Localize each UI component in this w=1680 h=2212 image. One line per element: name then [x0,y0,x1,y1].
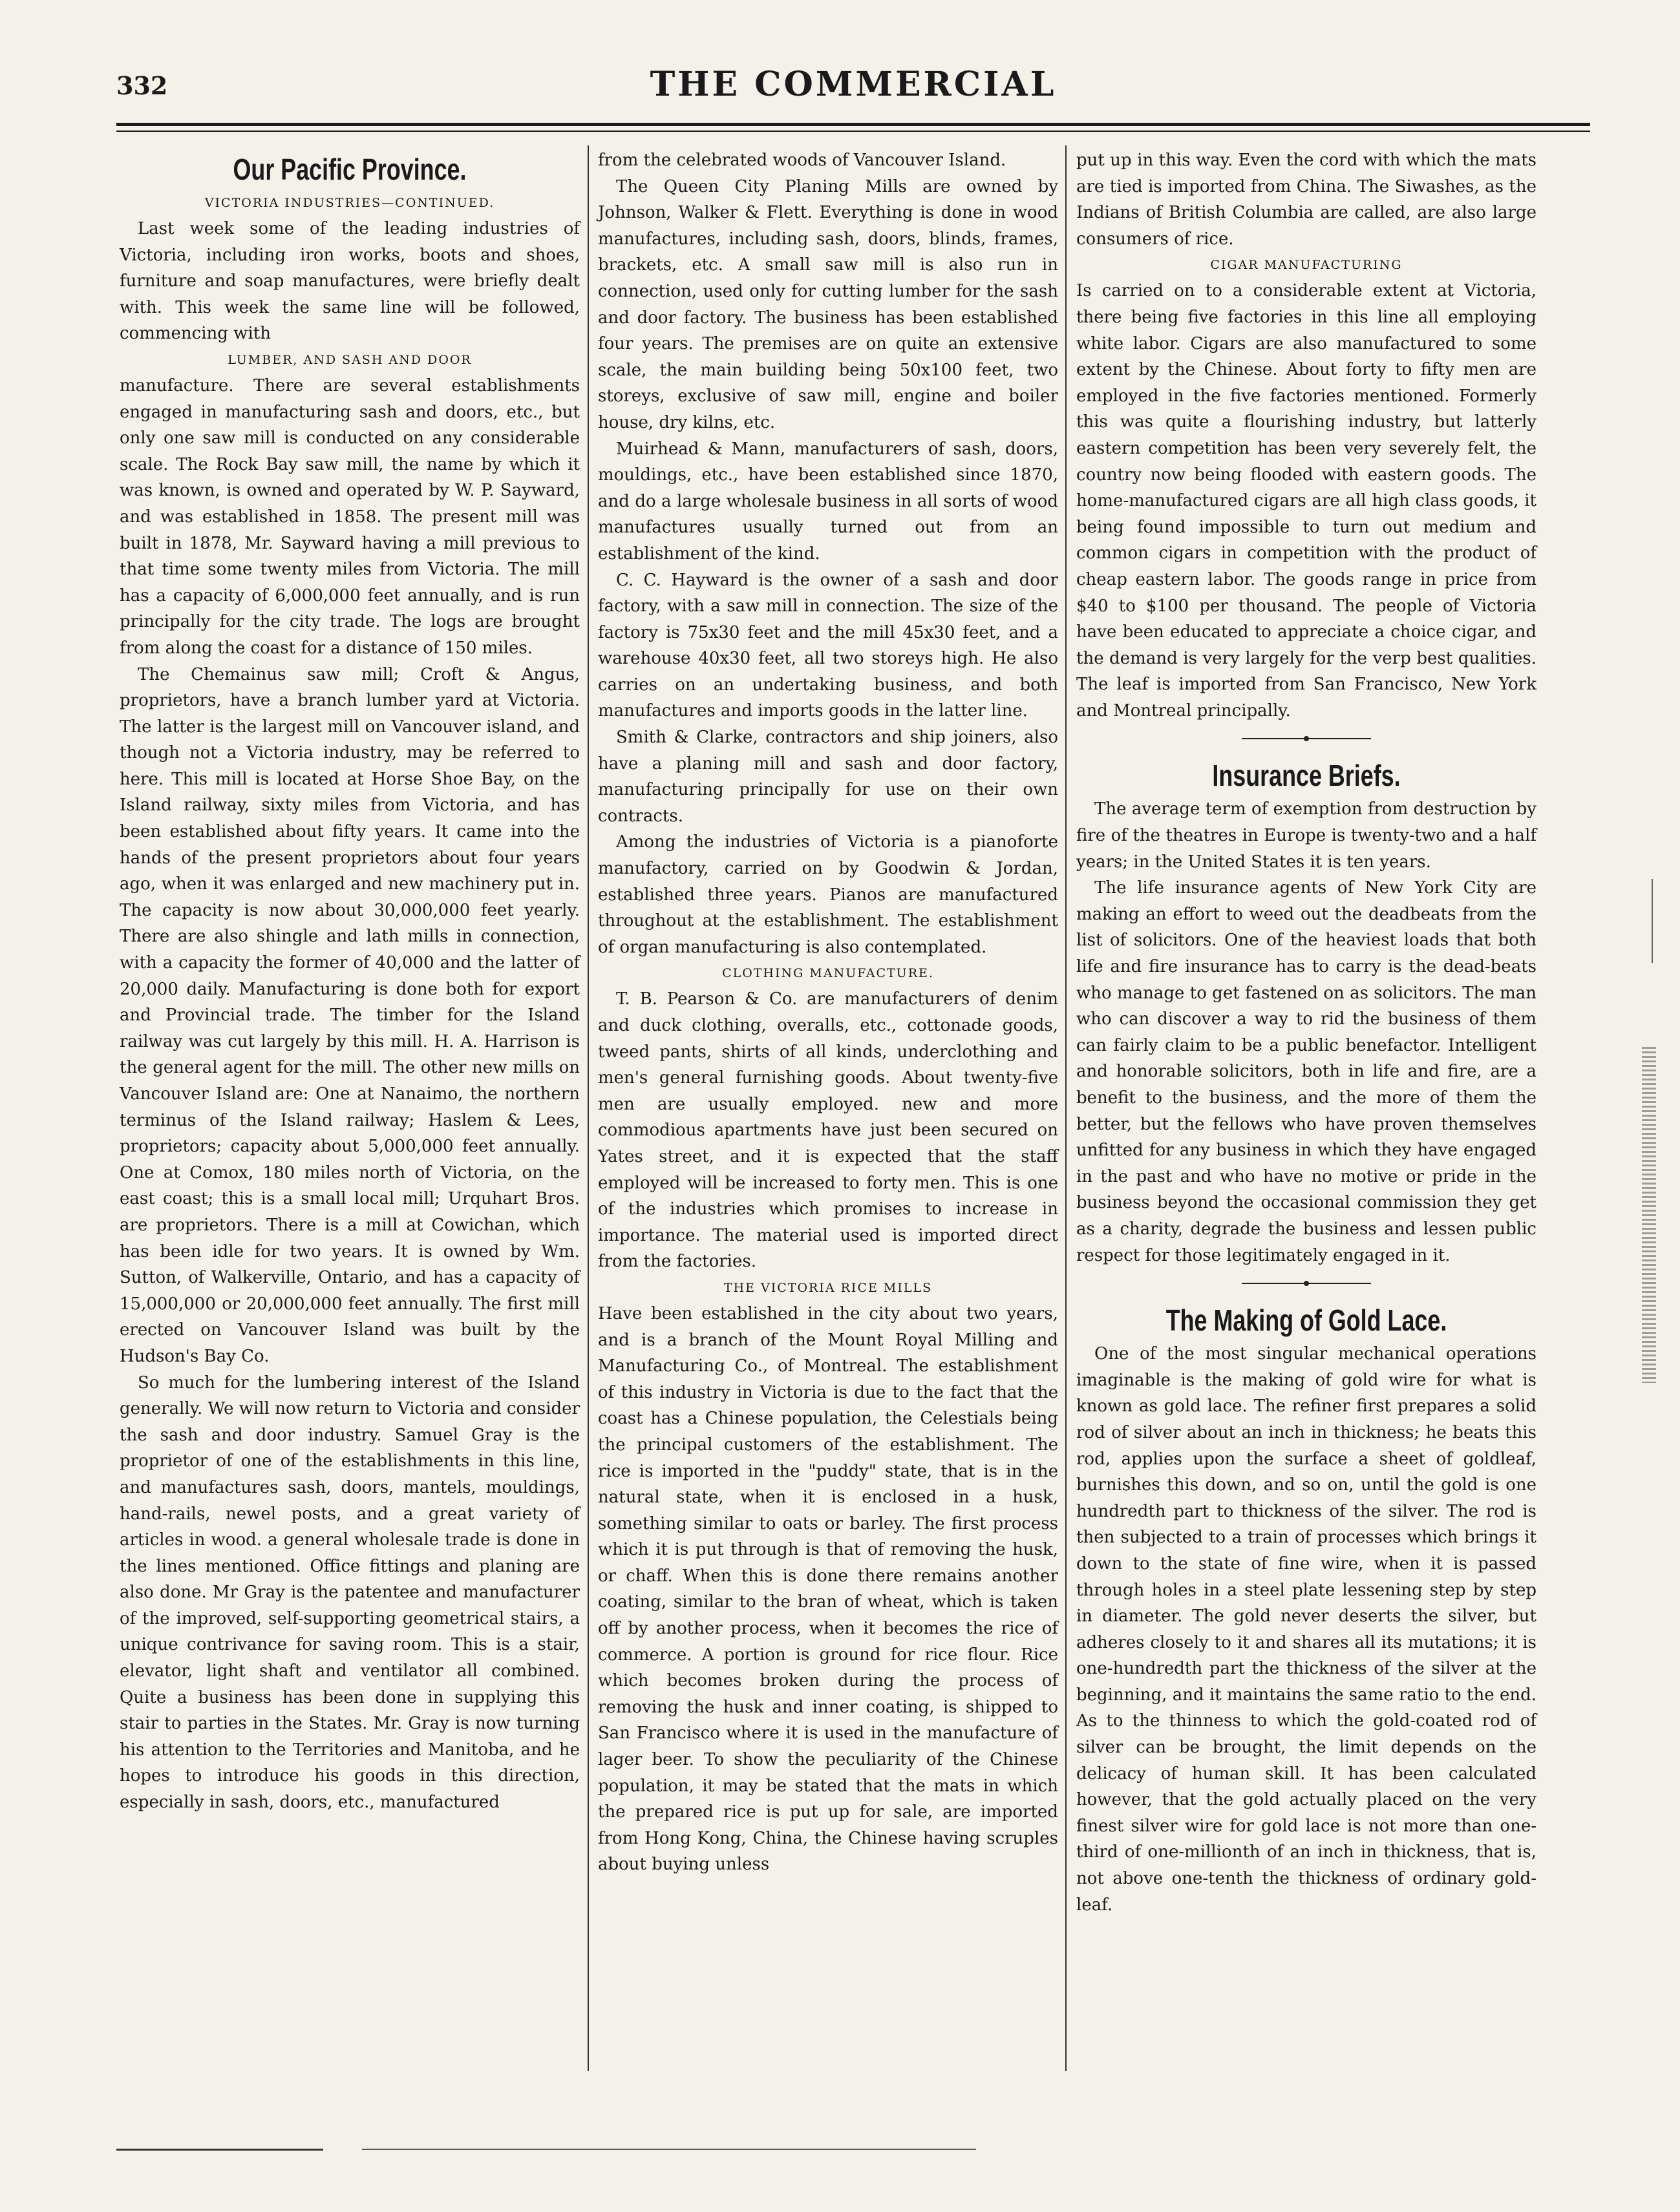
article-heading: Insurance Briefs. [1212,759,1401,793]
scan-edge-artifact [1652,879,1653,963]
publication-title: THE COMMERCIAL [650,65,1057,104]
column-3 [1076,147,1536,1918]
paragraph: Last week some of the leading industries of Victoria, including iron works, boots and shoes, furniture and soap manufactures, were briefly dealt with. This week the same line will be followed, commencing with [120,219,580,344]
paragraph: from the celebrated woods of Vancouver Island. [598,151,1006,170]
footer-rule [116,2149,323,2151]
footer-rule [362,2149,976,2150]
article-subheading: VICTORIA INDUSTRIES—CONTINUED. [204,196,495,210]
paragraph: The life insurance agents of New York City are making an effort to weed out the deadbeats from the list of solicitors. One of the heaviest loads that both life and fire insurance has to carry is the dead-beats who manage to get fastened on as solicitors. The man who can discover a way to rid the business of them can fairly claim to be a public benefactor. Intelligent and honorable solicitors, both in life and fire, are a benefit to the business, and the more of them the better, but the fellows who have proven themselves unfitted for any business in which they have engaged in the past and who have no motive or pride in the business beyond the occasional commission they get as a charity, degrade the business and lessen public respect for those legitimately engaged in it. [1076,878,1536,1265]
column-2 [598,147,1058,1878]
paragraph: One of the most singular mechanical operations imaginable is the making of gold wire for what is known as gold lace. The refiner first prepares a solid rod of silver about an inch in thickness; he beats this rod, applies upon the surface a sheet of goldleaf, burnishes this down, and so on, until the gold is one hundredth part to thickness of the silver. The rod is then subjected to a train of processes which brings it down to the state of fine wire, when it is passed through holes in a steel plate lessening step by step in diameter. The gold never deserts the silver, but adheres closely to it and shares all its mutations; it is one-hundredth part the thickness of the silver at the beginning, and it maintains the same ratio to the end. As to the thinness to which the gold-coated rod of silver can be brought, the limit depends on the delicacy of human skill. It has been calculated however, that the gold actually placed on the very finest silver wire for gold lace is not more than one-third of one-millionth of an inch in thickness, that is, not above one-tenth the thickness of ordinary gold-leaf. [1076,1344,1536,1915]
paragraph: T. B. Pearson & Co. are manufacturers of denim and duck clothing, overalls, etc., cottonade goods, tweed pants, shirts of all kinds, underclothing and men's general furnishing goods. About twenty-five men are usually employed. new and more commodious apartments have just been secured on Yates street, and it is expected that the staff employed will be increased to forty men. This is one of the industries which promises to increase in importance. The material used is imported direct from the factories. [598,989,1058,1272]
section-subheading: CIGAR MANUFACTURING [1210,258,1403,273]
paragraph: So much for the lumbering interest of the Island generally. We will now return to Victoria and consider the sash and door industry. Samuel Gray is the proprietor of one of the establishments in this line, and manufactures sash, doors, mantels, mouldings, hand-rails, newel posts, and a great variety of articles in wood. a general wholesale trade is done in the lines mentioned. Office fittings and planing are also done. Mr Gray is the patentee and manufacturer of the improved, self-supporting geometrical stairs, a unique contrivance for saving room. This is a stair, elevator, light shaft and ventilator all combined. Quite a business has been done in supplying this stair to parties in the States. Mr. Gray is now turning his attention to the Territories and Manitoba, and he hopes to introduce his goods in this direction, especially in sash, doors, etc., manufactured [120,1373,580,1813]
column-1 [120,147,580,1816]
masthead [116,65,1590,110]
section-subheading: THE VICTORIA RICE MILLS [723,1280,933,1295]
paragraph: Muirhead & Mann, manufacturers of sash, doors, mouldings, etc., have been established since 1870, and do a large wholesale business in all sorts of wood manufactures usually turned out from an establishment of the kind. [598,439,1058,564]
scan-edge-artifact [1642,1047,1656,1383]
section-subheading: CLOTHING MANUFACTURE. [722,966,934,981]
section-divider [1076,1269,1536,1298]
paragraph: Is carried on to a considerable extent at Victoria, there being five factories in this line all employing white labor. Cigars are also manufactured to some extent by the Chinese. About forty to fifty men are employed in the five factories mentioned. Formerly this was quite a flourishing industry, but latterly eastern competition has been very severely felt, the country now being flooded with eastern goods. The home-manufactured cigars are all high class goods, it being found impossible to turn out medium and common cigars in competition with the product of cheap eastern labor. The goods range in price from $40 to $100 per thousand. The people of Victoria have been educated to appreciate a choice cigar, and the demand is very largely for the verp best qualities. The leaf is imported from San Francisco, New York and Montreal principally. [1076,281,1536,721]
paragraph: The Queen City Planing Mills are owned by Johnson, Walker & Flett. Everything is done in wood manufactures, including sash, doors, blinds, frames, brackets, etc. A small saw mill is also run in connection, used only for cutting lumber for the sash and door factory. The business has been established four years. The premises are on quite an extensive scale, the main building being 50x100 feet, two storeys, exclusive of saw mill, engine and boiler house, dry kilns, etc. [598,176,1058,432]
paragraph: manufacture. There are several establishments engaged in manufacturing sash and doors, etc., but only one saw mill is conducted on any considerable scale. The Rock Bay saw mill, the name by which it was known, is owned and operated by W. P. Sayward, and was established in 1858. The present mill was built in 1878, Mr. Sayward having a mill previous to that time some twenty miles from Victoria. The mill has a capacity of 6,000,000 feet annually, and is run principally for the city trade. The logs are brought from along the coast for a distance of 150 miles. [120,375,580,658]
paragraph: The average term of exemption from destruction by fire of the theatres in Europe is twenty-two and a half years; in the United States it is ten years. [1076,799,1536,872]
paragraph: Smith & Clarke, contractors and ship joiners, also have a planing mill and sash and door factory, manufacturing principally for use on their own contracts. [598,728,1058,826]
masthead-rule [116,123,1590,126]
column-rule [588,145,589,2071]
section-subheading: LUMBER, AND SASH AND DOOR [228,352,472,367]
paragraph: The Chemainus saw mill; Croft & Angus, proprietors, have a branch lumber yard at Victoria. The latter is the largest mill on Vancouver island, and though not a Victoria industry, may be referred to here. This mill is located at Horse Shoe Bay, on the Island railway, sixty miles from Victoria, and has been established about fifty years. It came into the hands of the present proprietors about four years ago, when it was enlarged and new machinery put in. The capacity is now about 30,000,000 feet yearly. There are also shingle and lath mills in connection, with a capacity the former of 40,000 and the latter of 20,000 daily. Manufacturing is done both for export and Provincial trade. The timber for the Island railway was cut largely by this mill. H. A. Harrison is the general agent for the mill. The other new mills on Vancouver Island are: One at Nanaimo, the northern terminus of the Island railway; Haslem & Lees, proprietors; capacity about 5,000,000 feet annually. One at Comox, 180 miles north of Victoria, on the east coast; this is a small local mill; Urquhart Bros. are proprietors. There is a mill at Cowichan, which has been idle for two years. It is owned by Wm. Sutton, of Walkerville, Ontario, and has a capacity of 15,000,000 or 20,000,000 feet annually. The first mill erected on Vancouver Island was built by the Hudson's Bay Co. [120,664,580,1366]
paragraph: C. C. Hayward is the owner of a sash and door factory, with a saw mill in connection. The size of the factory is 75x30 feet and the mill 45x30 feet, and a warehouse 40x30 feet, all two storeys high. He also carries on an undertaking business, and both manufactures and imports goods in the latter line. [598,570,1058,721]
paragraph: put up in this way. Even the cord with which the mats are tied is imported from China. The Siwashes, as the Indians of British Columbia are called, are also large consumers of rice. [1076,151,1536,249]
page-number: 332 [116,71,168,100]
article-heading: The Making of Gold Lace. [1165,1303,1447,1338]
section-divider [1076,724,1536,753]
article-heading: Our Pacific Province. [233,153,467,186]
column-rule [1065,145,1067,2071]
paragraph: Among the industries of Victoria is a pianoforte manufactory, carried on by Goodwin & Jordan, established three years. Pianos are manufactured throughout at the establishment. The establishment of organ manufacturing is also contemplated. [598,832,1058,957]
paragraph: Have been established in the city about two years, and is a branch of the Mount Royal Milling and Manufacturing Co., of Montreal. The establishment of this industry in Victoria is due to the fact that the coast has a Chinese population, the Celestials being the principal customers of the establishment. The rice is imported in the "puddy" state, that is in the natural state, when it is enclosed in a husk, something similar to oats or barley. The first process which it is put through is that of removing the husk, or chaff. When this is done there remains another coating, similar to the bran of wheat, which is taken off by another process, when it becomes the rice of commerce. A portion is ground for rice flour. Rice which becomes broken during the process of removing the husk and inner coating, is shipped to San Francisco where it is used in the manufacture of lager beer. To show the peculiarity of the Chinese population, it may be stated that the mats in which the prepared rice is put up for sale, are imported from Hong Kong, China, the Chinese having scruples about buying unless [598,1303,1058,1875]
masthead-rule-thin [116,131,1590,132]
